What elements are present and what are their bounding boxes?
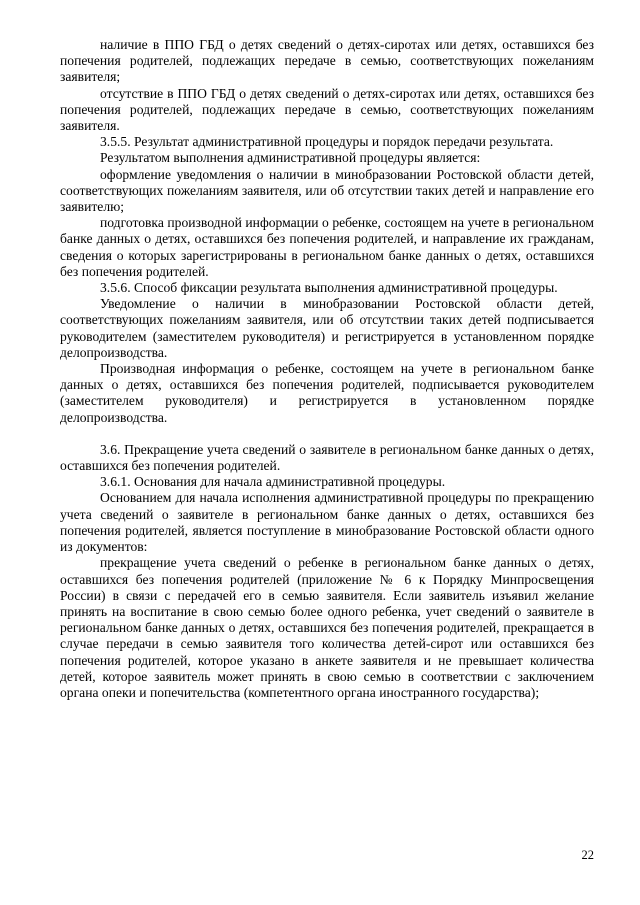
paragraph-12: Основанием для начала исполнения административной процедуры по прекращению учета сведений о заявителе в региональном банке данных о детях, оставшихся без попечения родителей, является поступление в минобразование Ростовской области одного из документов: [60,490,594,555]
paragraph-4: Результатом выполнения административной процедуры является: [100,150,481,166]
paragraph-3: 3.5.5. Результат административной процедуры и порядок передачи результата. [100,134,554,150]
document-body [60,37,594,701]
paragraph-9: Производная информация о ребенке, состоящем на учете в региональном банке данных о детях, оставшихся без попечения родителей, подписывается руководителем (заместителем руководителя) и регистрируется в установленном порядке делопроизводства. [60,361,594,425]
paragraph-6: подготовка производной информации о ребенке, состоящем на учете в региональном банке данных о детях, оставшихся без попечения родителей, и направление их гражданам, сведения о которых зарегистрированы в региональном банке данных о детях, оставшихся без попечения родителей. [60,215,594,279]
page-number: 22 [581,848,594,862]
paragraph-5: оформление уведомления о наличии в минобразовании Ростовской области детей, соответствующих пожеланиям заявителя, или об отсутствии таких детей и направление его заявителю; [60,166,594,215]
paragraph-8: Уведомление о наличии в минобразовании Ростовской области детей, соответствующих пожеланиям заявителя, или об отсутствии таких детей подписывается руководителем (заместителем руководителя) и регистрируется в установленном порядке делопроизводства. [60,296,594,360]
section-heading: 3.6. Прекращение учета сведений о заявителе в региональном банке данных о детях, оставшихся без попечения родителей. [60,441,594,474]
paragraph-7: 3.5.6. Способ фиксации результата выполнения административной процедуры. [100,280,558,296]
paragraph-13: прекращение учета сведений о ребенке в региональном банке данных о детях, оставшихся без попечения родителей (приложение № 6 к Порядку Минпросвещения России) в связи с передачей его в семью заявителя. Если заявитель изъявил желание принять на воспитание в свою семью более одного ребенка, учет сведений о заявителе в региональном банке данных о детях, оставшихся без попечения родителей, прекращается в случае передачи в семью заявителя того количества детей-сирот или оставшихся без попечения родителей, которое указано в анкете заявителя и не превышает количества детей, которое заявитель может принять в свою семью в соответствии с заключением органа опеки и попечительства (компетентного органа иностранного государства); [60,555,594,700]
paragraph-11: 3.6.1. Основания для начала административной процедуры. [100,474,446,490]
paragraph-1: наличие в ППО ГБД о детях сведений о детях-сиротах или детях, оставшихся без попечения родителей, подлежащих передаче в семью, соответствующих пожеланиям заявителя; [60,37,594,85]
paragraph-2: отсутствие в ППО ГБД о детях сведений о детях-сиротах или детях, оставшихся без попечения родителей, подлежащих передаче в семью, соответствующих пожеланиям заявителя. [60,85,594,134]
